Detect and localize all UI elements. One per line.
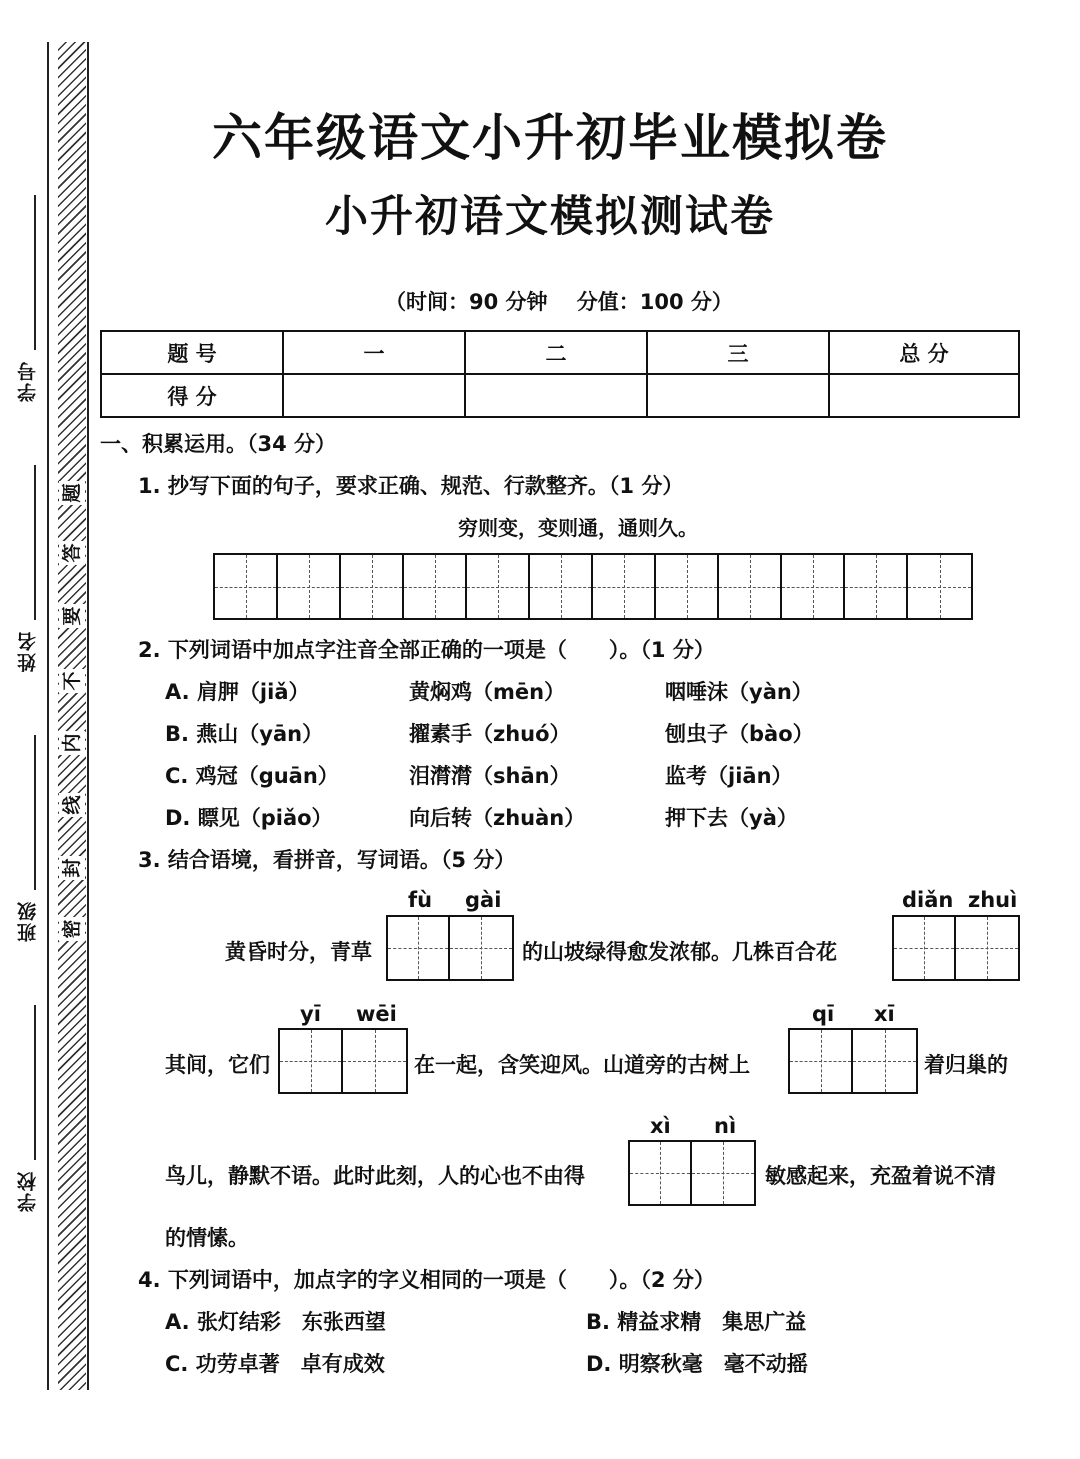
pinyin: xī [874,1002,895,1026]
q2-option-a1: A. 肩胛（jiǎ） [165,680,310,704]
q4-option-b: B. 精益求精 集思广益 [586,1310,807,1334]
score-cell[interactable] [465,374,647,417]
pinyin: yī [300,1002,321,1026]
name-label: 姓名 [17,630,39,672]
score-cell[interactable] [647,374,829,417]
q2-option-c1: C. 鸡冠（guān） [165,764,339,788]
name-field[interactable] [34,465,36,620]
q4-option-d: D. 明察秋毫 毫不动摇 [586,1352,808,1376]
seal-char: 要 [59,604,85,628]
grid-cell[interactable] [790,1030,853,1092]
seal-char: 密 [59,917,85,941]
grid-cell[interactable] [280,1030,343,1092]
score-header-cell: 题 号 [101,331,283,374]
school-field[interactable] [34,1005,36,1160]
pinyin: xì [650,1114,671,1138]
q2-option-c3: 监考（jiān） [665,764,793,788]
q2-option-d2: 向后转（zhuàn） [409,806,586,830]
grid-cell[interactable] [894,917,956,979]
grid-cell[interactable] [388,917,450,979]
q4-option-c: C. 功劳卓著 卓有成效 [165,1352,385,1376]
margin-line-left [47,42,49,1390]
q2-option-b3: 刨虫子（bào） [665,722,814,746]
q3-line2-c: 着归巢的 [924,1053,1008,1077]
class-field[interactable] [34,735,36,890]
q1-writing-grid[interactable] [213,553,973,620]
q2-option-c2: 泪潸潸（shān） [409,764,571,788]
grid-cell[interactable] [343,1030,406,1092]
score-header-cell: 总 分 [829,331,1019,374]
page-subtitle: 小升初语文模拟测试卷 [325,192,775,242]
grid-cell[interactable] [215,555,278,618]
q3-answer-grid-5[interactable] [628,1140,756,1206]
page-title: 六年级语文小升初毕业模拟卷 [212,108,888,167]
student-id-label: 学号 [17,360,39,402]
grid-cell[interactable] [956,917,1018,979]
grid-cell[interactable] [845,555,908,618]
school-label: 学校 [17,1170,39,1212]
q2-option-d1: D. 瞟见（piǎo） [165,806,333,830]
pinyin: gài [465,888,502,912]
margin-line-right [87,42,89,1390]
q3-answer-grid-2[interactable] [892,915,1020,981]
q1-text: 1. 抄写下面的句子，要求正确、规范、行款整齐。（1 分） [138,474,684,498]
score-header-cell: 三 [647,331,829,374]
seal-char: 封 [59,856,85,880]
grid-cell[interactable] [692,1142,754,1204]
grid-cell[interactable] [782,555,845,618]
seal-char: 内 [59,731,85,755]
q4-text: 4. 下列词语中，加点字的字义相同的一项是（ ）。（2 分） [138,1268,715,1292]
seal-char: 题 [59,481,85,505]
score-cell[interactable] [829,374,1019,417]
grid-cell[interactable] [341,555,404,618]
grid-cell[interactable] [404,555,467,618]
q3-answer-grid-4[interactable] [788,1028,918,1094]
seal-char: 不 [59,669,85,693]
q1-sentence: 穷则变，变则通，通则久。 [458,516,698,540]
seal-char: 线 [59,793,85,817]
score-cell[interactable] [283,374,465,417]
grid-cell[interactable] [853,1030,916,1092]
grid-cell[interactable] [908,555,971,618]
class-label: 班级 [17,900,39,942]
q3-answer-grid-3[interactable] [278,1028,408,1094]
grid-cell[interactable] [719,555,782,618]
q2-option-a2: 黄焖鸡（mēn） [409,680,566,704]
score-header-cell: 一 [283,331,465,374]
score-table-score-row [101,374,1019,417]
q2-option-b1: B. 燕山（yān） [165,722,324,746]
q3-line4: 的情愫。 [165,1226,249,1250]
grid-cell[interactable] [450,917,512,979]
score-table [100,330,1020,418]
q3-answer-grid-1[interactable] [386,915,514,981]
q3-line3-a: 鸟儿，静默不语。此时此刻，人的心也不由得 [165,1164,585,1188]
q4-option-a: A. 张灯结彩 东张西望 [165,1310,386,1334]
pinyin: diǎn [902,888,954,912]
q2-option-d3: 押下去（yà） [665,806,798,830]
grid-cell[interactable] [467,555,530,618]
q3-line1-b: 的山坡绿得愈发浓郁。几株百合花 [522,940,837,964]
q2-option-a3: 咽唾沫（yàn） [665,680,813,704]
grid-cell[interactable] [656,555,719,618]
q2-text: 2. 下列词语中加点字注音全部正确的一项是（ ）。（1 分） [138,638,715,662]
time-info: （时间：90 分钟 分值：100 分） [385,290,733,314]
grid-cell[interactable] [630,1142,692,1204]
q3-line2-b: 在一起，含笑迎风。山道旁的古树上 [414,1053,750,1077]
pinyin: qī [812,1002,835,1026]
pinyin: wēi [356,1002,397,1026]
grid-cell[interactable] [530,555,593,618]
q2-option-b2: 擢素手（zhuó） [409,722,571,746]
section1-heading: 一、积累运用。（34 分） [100,432,337,456]
pinyin: fù [408,888,433,912]
q3-line3-b: 敏感起来，充盈着说不清 [765,1164,996,1188]
grid-cell[interactable] [278,555,341,618]
pinyin: zhuì [968,888,1018,912]
score-table-header-row [101,331,1019,374]
seal-char: 答 [59,541,85,565]
binding-margin-hatch [58,42,86,1390]
q3-text: 3. 结合语境，看拼音，写词语。（5 分） [138,848,516,872]
q3-line2-a: 其间，它们 [165,1053,270,1077]
pinyin: nì [714,1114,737,1138]
score-header-cell: 二 [465,331,647,374]
grid-cell[interactable] [593,555,656,618]
q3-line1-a: 黄昏时分，青草 [225,940,372,964]
score-row-label: 得 分 [101,374,283,417]
